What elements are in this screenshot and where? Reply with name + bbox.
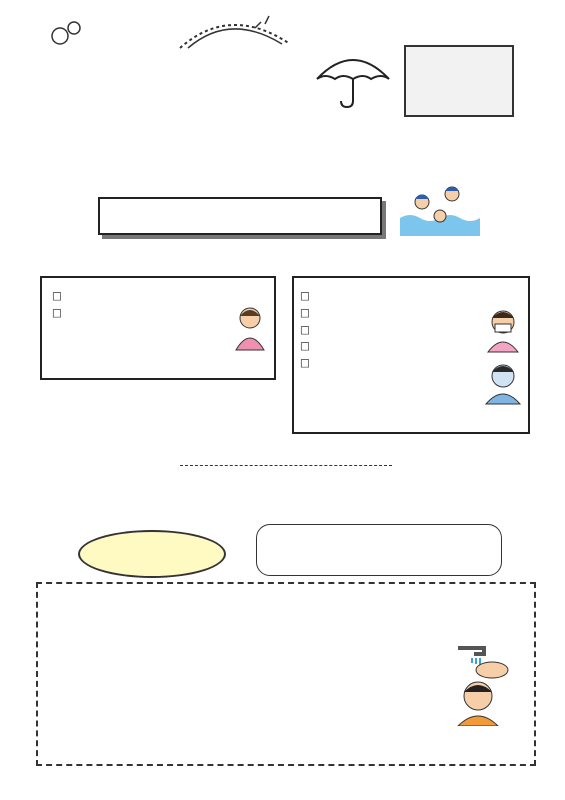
checklist-item: □ bbox=[300, 340, 310, 353]
swollen-cheek-boy-illustration bbox=[448, 676, 508, 726]
checklist-item: □ bbox=[300, 357, 310, 370]
symptom-callout bbox=[256, 524, 502, 576]
umbrella-icon bbox=[313, 45, 393, 109]
checklist-item: □ bbox=[52, 306, 62, 319]
infection-list-box bbox=[36, 582, 536, 766]
sick-children-illustration bbox=[480, 306, 526, 406]
hand-washing-icon bbox=[454, 640, 518, 680]
header-decoration bbox=[30, 14, 320, 50]
checklist-item: □ bbox=[300, 323, 310, 336]
girl-nail-clipping-illustration bbox=[230, 304, 270, 352]
before-day-box bbox=[40, 276, 276, 380]
checklist-item: □ bbox=[300, 306, 310, 319]
morning-check-box bbox=[292, 276, 530, 434]
divider bbox=[180, 465, 392, 466]
checklist-item: □ bbox=[300, 290, 310, 302]
date-box bbox=[404, 45, 514, 117]
section-title bbox=[98, 197, 382, 235]
swimming-kids-illustration bbox=[400, 180, 480, 236]
season-infection-label bbox=[78, 530, 226, 578]
checklist-item: □ bbox=[52, 290, 62, 302]
